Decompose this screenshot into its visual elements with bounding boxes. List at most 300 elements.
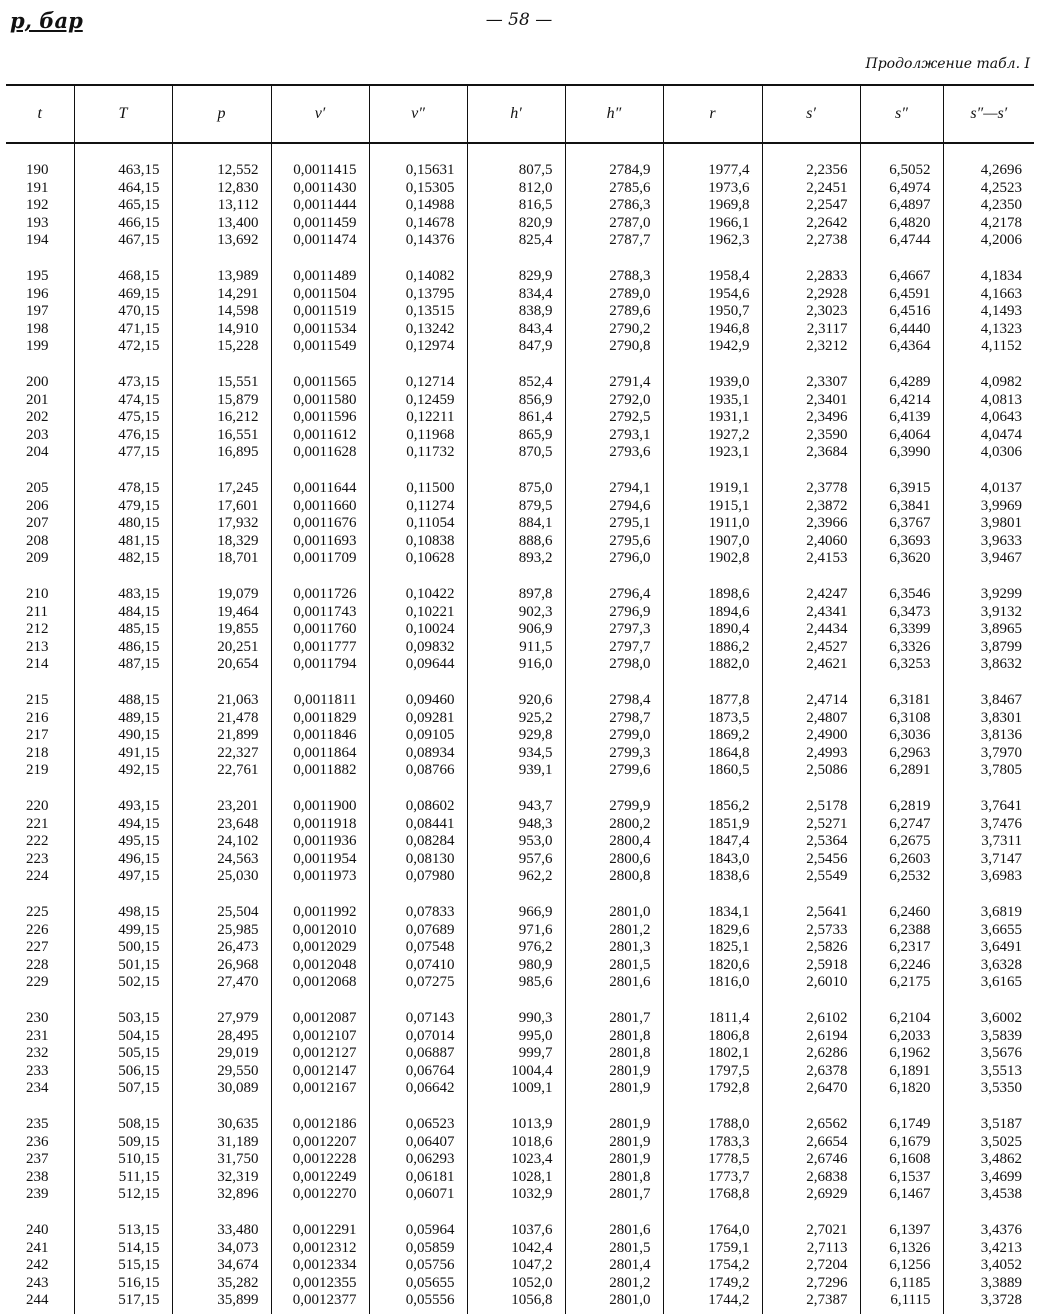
cell-value: 0,0012048 [292, 956, 357, 973]
cell-value: 3,9801 [980, 515, 1022, 532]
cell-value: 206 [26, 497, 49, 514]
cell-value: 2801,8 [609, 1045, 651, 1062]
cell-value: 225 [26, 904, 49, 920]
cell-value: 4,1323 [980, 320, 1022, 337]
table-cell [565, 268, 663, 374]
cell-value: 3,3889 [980, 1274, 1022, 1291]
cell-value: 0,0011415 [293, 162, 357, 178]
cell-value: 2784,9 [609, 162, 651, 178]
table-continuation-caption: Продолжение табл. I [865, 56, 1030, 72]
table-cell [74, 586, 172, 692]
cell-value: 0,0011565 [293, 374, 357, 390]
cell-value: 3,6655 [980, 921, 1022, 938]
cell-value: 196 [26, 285, 49, 302]
cell-value: 1820,6 [708, 956, 750, 973]
cell-value: 3,6165 [980, 974, 1022, 991]
cell-value: 516,15 [118, 1274, 160, 1291]
cell-value: 4,1834 [980, 268, 1022, 284]
cell-value: 481,15 [118, 532, 160, 549]
table-cell [6, 1222, 74, 1314]
table-cell [860, 692, 943, 798]
cell-value: 3,7805 [980, 762, 1022, 779]
cell-value: 834,4 [518, 285, 553, 302]
cell-value: 0,0011992 [293, 904, 357, 920]
cell-value: 0,14678 [405, 214, 455, 231]
table-cell [762, 1222, 860, 1314]
cell-value: 2793,6 [609, 444, 651, 461]
cell-value: 1954,6 [708, 285, 750, 302]
cell-value: 17,245 [217, 480, 259, 496]
cell-value: 472,15 [118, 338, 160, 355]
cell-value: 216 [26, 709, 49, 726]
cell-value: 20,654 [217, 656, 259, 673]
cell-value: 6,4516 [889, 303, 931, 320]
cell-value: 1056,8 [511, 1292, 553, 1309]
table-cell [74, 480, 172, 586]
cell-value: 475,15 [118, 409, 160, 426]
cell-value: 2,5733 [806, 921, 848, 938]
table-row-block [6, 586, 1034, 692]
cell-value: 2,4153 [806, 550, 848, 567]
cell-value: 4,2006 [980, 232, 1022, 249]
page-number: — 58 — [485, 10, 553, 30]
cell-value: 3,9969 [980, 497, 1022, 514]
cell-value: 2801,9 [609, 1116, 651, 1132]
cell-value: 0,14082 [405, 268, 455, 284]
cell-value: 920,6 [518, 692, 553, 708]
cell-value: 2789,6 [609, 303, 651, 320]
cell-value: 2801,8 [609, 1027, 651, 1044]
cell-value: 3,6002 [980, 1010, 1022, 1026]
cell-value: 0,09832 [405, 638, 455, 655]
table-cell [565, 586, 663, 692]
cell-value: 0,09460 [405, 692, 455, 708]
cell-value: 13,400 [217, 214, 259, 231]
cell-value: 6,3693 [889, 532, 931, 549]
cell-value: 0,15305 [405, 179, 455, 196]
table-cell [943, 1222, 1034, 1314]
cell-value: 2793,1 [609, 426, 651, 443]
cell-value: 1966,1 [708, 214, 750, 231]
table-cell [369, 586, 467, 692]
cell-value: 2,4247 [806, 586, 848, 602]
cell-value: 0,09281 [405, 709, 455, 726]
cell-value: 893,2 [518, 550, 553, 567]
cell-value: 3,5676 [980, 1045, 1022, 1062]
table-cell [74, 1222, 172, 1314]
cell-value: 1806,8 [708, 1027, 750, 1044]
cell-value: 491,15 [118, 744, 160, 761]
cell-value: 479,15 [118, 497, 160, 514]
cell-value: 1877,8 [708, 692, 750, 708]
table-cell [663, 1222, 762, 1314]
cell-value: 6,4897 [889, 197, 931, 214]
cell-value: 0,0012249 [292, 1168, 357, 1185]
cell-value: 0,05756 [405, 1257, 455, 1274]
cell-value: 224 [26, 868, 49, 885]
cell-value: 1923,1 [708, 444, 750, 461]
cell-value: 1028,1 [511, 1168, 553, 1185]
cell-value: 1869,2 [708, 727, 750, 744]
cell-value: 1816,0 [708, 974, 750, 991]
cell-value: 221 [26, 815, 49, 832]
cell-value: 16,551 [217, 426, 259, 443]
cell-value: 962,2 [518, 868, 553, 885]
cell-value: 3,6328 [980, 956, 1022, 973]
cell-value: 2,2928 [806, 285, 848, 302]
cell-value: 6,1185 [889, 1274, 931, 1291]
cell-value: 2796,0 [609, 550, 651, 567]
cell-value: 2,3778 [806, 480, 848, 496]
table-cell [663, 480, 762, 586]
cell-value: 2801,9 [609, 1133, 651, 1150]
cell-value: 1792,8 [708, 1080, 750, 1097]
cell-value: 17,601 [217, 497, 259, 514]
table-row-block [6, 1116, 1034, 1222]
cell-value: 2,6194 [806, 1027, 848, 1044]
cell-value: 1788,0 [708, 1116, 750, 1132]
cell-value: 1882,0 [708, 656, 750, 673]
table-cell [943, 374, 1034, 480]
cell-value: 508,15 [118, 1116, 160, 1132]
cell-value: 906,9 [518, 621, 553, 638]
table-row-block [6, 374, 1034, 480]
cell-value: 483,15 [118, 586, 160, 602]
cell-value: 6,4974 [889, 179, 931, 196]
cell-value: 0,08130 [405, 850, 455, 867]
cell-value: 21,899 [217, 727, 259, 744]
table-row-block [6, 904, 1034, 1010]
cell-value: 0,07980 [405, 868, 455, 885]
table-cell [369, 1222, 467, 1314]
cell-value: 23,201 [217, 798, 259, 814]
cell-value: 0,0011489 [293, 268, 357, 284]
cell-value: 2801,7 [609, 1186, 651, 1203]
cell-value: 15,879 [217, 391, 259, 408]
cell-value: 3,6983 [980, 868, 1022, 885]
cell-value: 0,0011628 [293, 444, 357, 461]
cell-value: 4,0982 [980, 374, 1022, 390]
cell-value: 191 [26, 179, 49, 196]
cell-value: 2,4714 [806, 692, 848, 708]
cell-value: 0,0011726 [293, 586, 357, 602]
cell-value: 226 [26, 921, 49, 938]
table-cell [663, 1010, 762, 1116]
cell-value: 2,3117 [806, 320, 848, 337]
cell-value: 0,14376 [405, 232, 455, 249]
cell-value: 200 [26, 374, 49, 390]
cell-value: 0,07410 [405, 956, 455, 973]
cell-value: 35,282 [217, 1274, 259, 1291]
cell-value: 6,1326 [889, 1239, 931, 1256]
table-cell [6, 480, 74, 586]
table-cell [172, 692, 271, 798]
cell-value: 1927,2 [708, 426, 750, 443]
cell-value: 6,1397 [889, 1222, 931, 1238]
cell-value: 473,15 [118, 374, 160, 390]
cell-value: 212 [26, 621, 49, 638]
cell-value: 509,15 [118, 1133, 160, 1150]
cell-value: 214 [26, 656, 49, 673]
cell-value: 0,0011580 [293, 391, 357, 408]
cell-value: 943,7 [518, 798, 553, 814]
cell-value: 1744,2 [708, 1292, 750, 1309]
cell-value: 2,4621 [806, 656, 848, 673]
table-row-block [6, 162, 1034, 268]
table-cell [369, 798, 467, 904]
cell-value: 6,4744 [889, 232, 931, 249]
cell-value: 0,0011459 [293, 214, 357, 231]
cell-value: 0,07689 [405, 921, 455, 938]
cell-value: 3,9132 [980, 603, 1022, 620]
cell-value: 0,10221 [405, 603, 455, 620]
cell-value: 27,470 [217, 974, 259, 991]
cell-value: 2,5178 [806, 798, 848, 814]
cell-value: 12,552 [217, 162, 259, 178]
cell-value: 1018,6 [511, 1133, 553, 1150]
cell-value: 0,0012228 [292, 1151, 357, 1168]
cell-value: 233 [26, 1062, 49, 1079]
table-cell [762, 586, 860, 692]
table-cell [6, 1010, 74, 1116]
table-cell [467, 904, 565, 1010]
table-cell [271, 1222, 369, 1314]
table-cell [271, 692, 369, 798]
cell-value: 1802,1 [708, 1045, 750, 1062]
cell-value: 0,0012207 [292, 1133, 357, 1150]
cell-value: 0,0012010 [292, 921, 357, 938]
cell-value: 21,478 [217, 709, 259, 726]
cell-value: 3,9633 [980, 532, 1022, 549]
cell-value: 2801,2 [609, 1274, 651, 1291]
cell-value: 2801,3 [609, 939, 651, 956]
cell-value: 6,3546 [889, 586, 931, 602]
cell-value: 197 [26, 303, 49, 320]
cell-value: 469,15 [118, 285, 160, 302]
cell-value: 0,0011829 [293, 709, 357, 726]
cell-value: 467,15 [118, 232, 160, 249]
cell-value: 2800,6 [609, 850, 651, 867]
cell-value: 3,4052 [980, 1257, 1022, 1274]
table-cell [943, 480, 1034, 586]
cell-value: 1773,7 [708, 1168, 750, 1185]
cell-value: 6,2460 [889, 904, 931, 920]
cell-value: 33,480 [217, 1222, 259, 1238]
cell-value: 911,5 [519, 638, 553, 655]
cell-value: 29,550 [217, 1062, 259, 1079]
cell-value: 2798,4 [609, 692, 651, 708]
cell-value: 0,0012270 [292, 1186, 357, 1203]
cell-value: 203 [26, 426, 49, 443]
table-cell [943, 586, 1034, 692]
cell-value: 856,9 [518, 391, 553, 408]
cell-value: 2800,4 [609, 833, 651, 850]
cell-value: 205 [26, 480, 49, 496]
cell-value: 0,0012291 [292, 1222, 357, 1238]
table-cell [271, 268, 369, 374]
cell-value: 190 [26, 162, 49, 178]
cell-value: 234 [26, 1080, 49, 1097]
cell-value: 209 [26, 550, 49, 567]
cell-value: 3,9467 [980, 550, 1022, 567]
cell-value: 15,551 [217, 374, 259, 390]
cell-value: 0,11732 [406, 444, 455, 461]
cell-value: 0,06293 [405, 1151, 455, 1168]
table-cell [6, 1116, 74, 1222]
cell-value: 0,0011519 [293, 303, 357, 320]
cell-value: 0,05655 [405, 1274, 455, 1291]
cell-value: 6,4214 [889, 391, 931, 408]
cell-value: 1829,6 [708, 921, 750, 938]
cell-value: 6,2675 [889, 833, 931, 850]
cell-value: 2791,4 [609, 374, 651, 390]
cell-value: 506,15 [118, 1062, 160, 1079]
cell-value: 2,3023 [806, 303, 848, 320]
cell-value: 501,15 [118, 956, 160, 973]
column-header: p [172, 85, 271, 143]
cell-value: 816,5 [518, 197, 553, 214]
cell-value: 6,3181 [889, 692, 931, 708]
table-cell [467, 1010, 565, 1116]
cell-value: 213 [26, 638, 49, 655]
table-cell [172, 374, 271, 480]
cell-value: 1860,5 [708, 762, 750, 779]
cell-value: 19,079 [217, 586, 259, 602]
cell-value: 23,648 [217, 815, 259, 832]
cell-value: 3,7476 [980, 815, 1022, 832]
cell-value: 2,3590 [806, 426, 848, 443]
cell-value: 0,0011444 [293, 197, 357, 214]
cell-value: 2,4434 [806, 621, 848, 638]
table-cell [565, 162, 663, 268]
cell-value: 0,0012334 [292, 1257, 357, 1274]
cell-value: 6,1608 [889, 1151, 931, 1168]
cell-value: 470,15 [118, 303, 160, 320]
cell-value: 0,15631 [405, 162, 455, 178]
cell-value: 2,3496 [806, 409, 848, 426]
cell-value: 888,6 [518, 532, 553, 549]
cell-value: 2801,6 [609, 1222, 651, 1238]
cell-value: 474,15 [118, 391, 160, 408]
cell-value: 0,12714 [405, 374, 455, 390]
cell-value: 515,15 [118, 1257, 160, 1274]
table-cell [762, 268, 860, 374]
cell-value: 2795,6 [609, 532, 651, 549]
table-cell [369, 692, 467, 798]
table-row-block [6, 268, 1034, 374]
table-cell [467, 1222, 565, 1314]
cell-value: 497,15 [118, 868, 160, 885]
cell-value: 6,3326 [889, 638, 931, 655]
cell-value: 2801,9 [609, 1080, 651, 1097]
cell-value: 217 [26, 727, 49, 744]
cell-value: 0,13795 [405, 285, 455, 302]
table-cell [762, 374, 860, 480]
cell-value: 870,5 [518, 444, 553, 461]
cell-value: 1890,4 [708, 621, 750, 638]
cell-value: 0,0012312 [292, 1239, 357, 1256]
table-cell [565, 480, 663, 586]
cell-value: 948,3 [518, 815, 553, 832]
cell-value: 2787,0 [609, 214, 651, 231]
table-cell [663, 692, 762, 798]
cell-value: 2,4807 [806, 709, 848, 726]
cell-value: 3,6491 [980, 939, 1022, 956]
table-cell [172, 586, 271, 692]
cell-value: 201 [26, 391, 49, 408]
table-cell [271, 904, 369, 1010]
cell-value: 2,5456 [806, 850, 848, 867]
table-cell [943, 904, 1034, 1010]
cell-value: 0,13515 [405, 303, 455, 320]
cell-value: 0,10628 [405, 550, 455, 567]
cell-value: 210 [26, 586, 49, 602]
cell-value: 916,0 [518, 656, 553, 673]
cell-value: 3,4699 [980, 1168, 1022, 1185]
cell-value: 2,7204 [806, 1257, 848, 1274]
cell-value: 2785,6 [609, 179, 651, 196]
cell-value: 812,0 [518, 179, 553, 196]
cell-value: 25,985 [217, 921, 259, 938]
cell-value: 0,07275 [405, 974, 455, 991]
table-cell [943, 1010, 1034, 1116]
cell-value: 1856,2 [708, 798, 750, 814]
cell-value: 2801,9 [609, 1151, 651, 1168]
cell-value: 484,15 [118, 603, 160, 620]
table-cell [565, 1010, 663, 1116]
cell-value: 0,0011760 [293, 621, 357, 638]
cell-value: 236 [26, 1133, 49, 1150]
table-cell [271, 1010, 369, 1116]
cell-value: 2,6010 [806, 974, 848, 991]
table-cell [762, 692, 860, 798]
cell-value: 6,3841 [889, 497, 931, 514]
table-cell [663, 586, 762, 692]
cell-value: 0,06642 [405, 1080, 455, 1097]
table-cell [663, 1116, 762, 1222]
cell-value: 879,5 [518, 497, 553, 514]
table-cell [172, 162, 271, 268]
cell-value: 478,15 [118, 480, 160, 496]
table-cell [369, 904, 467, 1010]
cell-value: 2801,0 [609, 904, 651, 920]
table-cell [860, 1010, 943, 1116]
table-cell [762, 798, 860, 904]
cell-value: 237 [26, 1151, 49, 1168]
cell-value: 1778,5 [708, 1151, 750, 1168]
table-cell [860, 586, 943, 692]
cell-value: 2,5641 [806, 904, 848, 920]
cell-value: 2792,0 [609, 391, 651, 408]
cell-value: 4,2696 [980, 162, 1022, 178]
table-cell [762, 480, 860, 586]
cell-value: 3,4862 [980, 1151, 1022, 1168]
cell-value: 2801,5 [609, 956, 651, 973]
cell-value: 3,5839 [980, 1027, 1022, 1044]
table-cell [943, 692, 1034, 798]
cell-value: 2790,8 [609, 338, 651, 355]
cell-value: 2789,0 [609, 285, 651, 302]
cell-value: 1873,5 [708, 709, 750, 726]
cell-value: 6,2317 [889, 939, 931, 956]
cell-value: 999,7 [518, 1045, 553, 1062]
cell-value: 0,11968 [406, 426, 455, 443]
cell-value: 0,0011936 [293, 833, 357, 850]
cell-value: 0,0011474 [293, 232, 357, 249]
table-cell [467, 586, 565, 692]
cell-value: 208 [26, 532, 49, 549]
cell-value: 2801,2 [609, 921, 651, 938]
